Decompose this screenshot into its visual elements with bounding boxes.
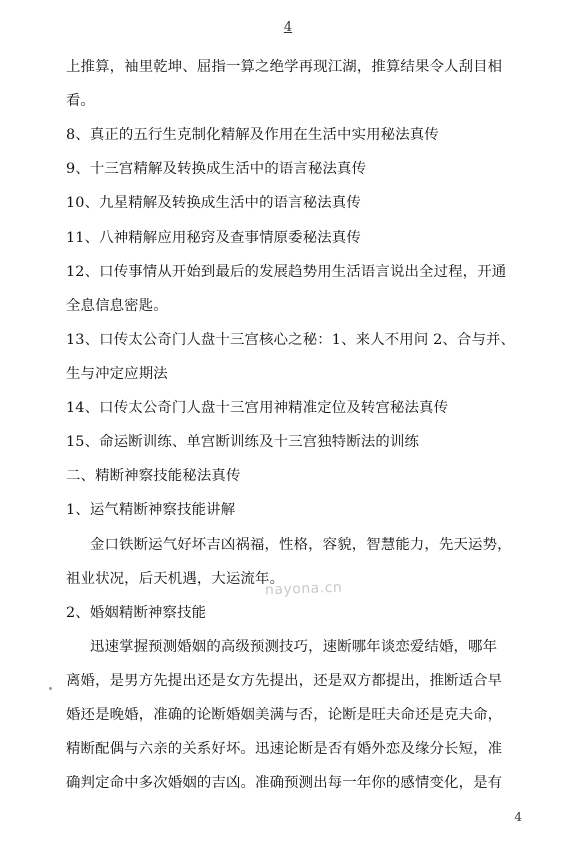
subsection-heading: 1、运气精断神察技能讲解 [66,502,236,518]
list-item: 11、八神精解应用秘窍及查事情原委秘法真传 [66,230,361,246]
list-item: 9、十三宫精解及转换成生活中的语言秘法真传 [66,161,367,177]
page-number-top: 4 [283,20,293,35]
list-item: 15、命运断训练、单宫断训练及十三宫独特断法的训练 [66,434,420,450]
list-item: 10、九星精解及转换成生活中的语言秘法真传 [66,195,361,211]
text-line: 上推算，袖里乾坤、屈指一算之绝学再现江湖，推算结果令人刮目相 [66,59,503,75]
paragraph-line: 祖业状况，后天机遇，大运流年。 [66,571,285,587]
list-item: 14、口传太公奇门人盘十三宫用神精准定位及转宫秘法真传 [66,400,449,416]
scan-smudge [49,687,52,690]
text-line: 生与冲定应期法 [66,366,168,382]
subsection-heading: 2、婚姻精断神察技能 [66,605,207,621]
watermark: nayona.cn [264,579,343,599]
paragraph-line: 金口铁断运气好坏吉凶祸福，性格，容貌，智慧能力，先天运势， [90,537,512,553]
list-item: 8、真正的五行生克制化精解及作用在生活中实用秘法真传 [66,127,439,143]
paragraph-line: 确判定命中多次婚姻的吉凶。准确预测出每一年你的感情变化，是有 [66,775,503,791]
text-line: 看。 [66,93,96,109]
list-item: 13、口传太公奇门人盘十三宫核心之秘：1、来人不用问 2、合与并、 [66,332,516,348]
paragraph-line: 离婚，是男方先提出还是女方先提出，还是双方都提出，推断适合早 [66,673,503,689]
paragraph-line: 婚还是晚婚，准确的论断婚姻美满与否，论断是旺夫命还是克夫命， [66,707,503,723]
page-number-bottom: 4 [514,810,522,824]
text-line: 全息信息密匙。 [66,298,168,314]
paragraph-line: 精断配偶与六亲的关系好坏。迅速论断是否有婚外恋及缘分长短，准 [66,741,503,757]
list-item: 12、口传事情从开始到最后的发展趋势用生活语言说出全过程，开通 [66,264,507,280]
paragraph-line: 迅速掌握预测婚姻的高级预测技巧，速断哪年谈恋爱结婚，哪年 [90,639,498,655]
section-heading: 二、精断神察技能秘法真传 [66,468,241,484]
